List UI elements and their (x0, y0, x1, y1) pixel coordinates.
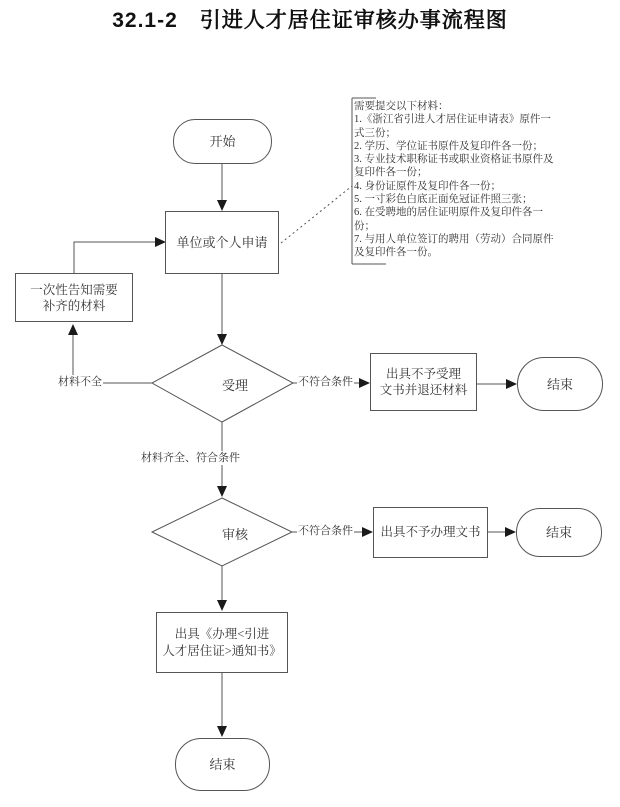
flow-node-end-final-label: 结束 (209, 757, 236, 772)
annotation-dotted-line (281, 186, 352, 243)
flow-node-apply (165, 211, 279, 274)
edge-label-materials-complete: 材料齐全、符合条件 (141, 452, 240, 464)
materials-note-item: 6. 在受聘地的居住证明原件及复印件各一份； (354, 207, 543, 232)
flow-node-end-review (516, 508, 602, 557)
materials-note-item: 1.《浙江省引进人才居住证申请表》原件一式三份； (354, 114, 551, 139)
flow-node-notify-label-line2: 补齐的材料 (42, 298, 106, 313)
materials-note-item: 3. 专业技术职称证书或职业资格证书原件及复印件各一份； (354, 154, 554, 179)
flow-node-end-accept-label: 结束 (546, 376, 573, 392)
flow-node-start-label: 开始 (209, 134, 236, 149)
flow-node-notify (15, 273, 133, 322)
decision-review-label: 审核 (221, 527, 248, 542)
flow-node-reject-accept-line2: 文书并退还材料 (379, 383, 468, 397)
decision-accept-label: 受理 (221, 378, 248, 393)
flow-node-apply-label: 单位或个人申请 (176, 235, 268, 250)
edge-label-not-meet-accept: 不符合条件 (298, 376, 353, 388)
page-title: 32.1-2 引进人才居住证审核办事流程图 (112, 9, 508, 32)
flow-node-issue-line2: 人才居住证>通知书》 (162, 643, 282, 658)
materials-note-item: 2. 学历、学位证书原件及复印件各一份； (354, 140, 543, 152)
materials-note-item: 4. 身份证原件及复印件各一份； (354, 180, 501, 192)
materials-note-item: 5. 一寸彩色白底正面免冠证件照三张； (354, 194, 533, 206)
flow-node-reject-review-label: 出具不予办理文书 (380, 525, 481, 539)
flow-node-end-review-label: 结束 (545, 525, 572, 540)
materials-note-item: 7. 与用人单位签订的聘用（劳动）合同原件及复印件各一份。 (354, 233, 554, 259)
materials-note-header: 需要提交以下材料： (354, 101, 449, 112)
flow-node-start (173, 119, 272, 164)
arrowheads (68, 200, 517, 737)
flow-node-end-final (175, 738, 270, 791)
materials-note (354, 100, 554, 260)
flow-node-issue-line1: 出具《办理<引进 (174, 626, 270, 641)
flow-node-end-accept (517, 357, 603, 411)
flow-node-reject-review (373, 507, 488, 558)
flow-node-reject-accept (370, 353, 477, 411)
edge-label-not-meet-review: 不符合条件 (298, 525, 353, 537)
flow-node-issue (156, 612, 288, 673)
edge-label-materials-incomplete: 材料不全 (58, 376, 102, 388)
flow-node-notify-label-line1: 一次性告知需要 (30, 282, 118, 297)
flow-node-reject-accept-line1: 出具不予受理 (385, 367, 461, 381)
